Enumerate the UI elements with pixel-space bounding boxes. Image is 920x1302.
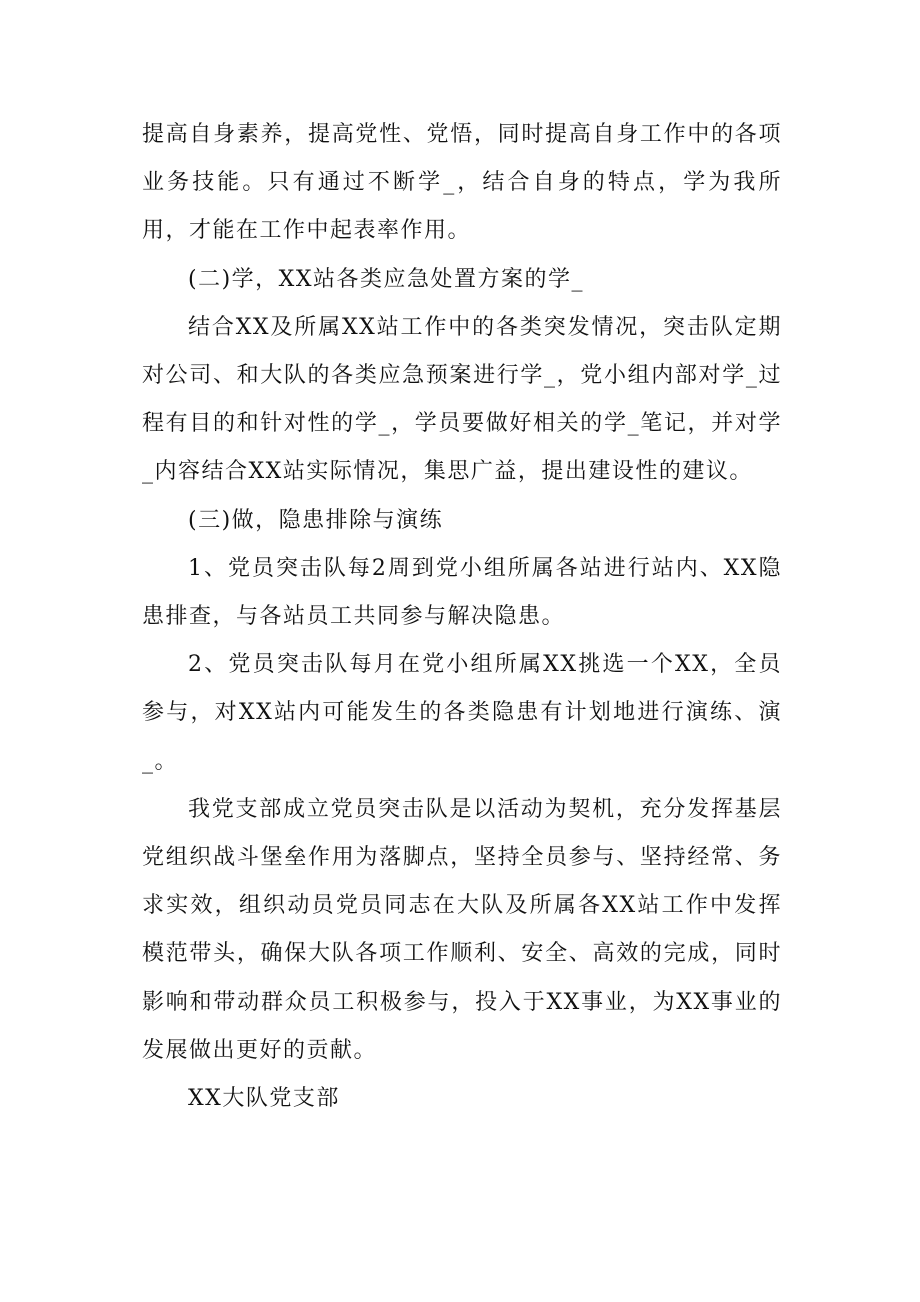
paragraph-hazard-inspection: 1、党员突击队每2周到党小组所属各站进行站内、XX隐患排查，与各站员工共同参与解决隐患。 [142,555,782,630]
section-heading-emergency-plans: (二)学，XX站各类应急处置方案的学_ [188,266,584,292]
document-body [142,111,782,1123]
paragraph-self-improvement: 提高自身素养，提高党性、党悟，同时提高自身工作中的各项业务技能。只有通过不断学_，结合自身的特点，学为我所用，才能在工作中起表率作用。 [142,122,782,244]
paragraph-monthly-drill: 2、党员突击队每月在党小组所属XX挑选一个XX，全员参与，对XX站内可能发生的各类隐患有计划地进行演练、演_。 [142,652,782,774]
paragraph-conclusion: 我党支部成立党员突击队是以活动为契机，充分发挥基层党组织战斗堡垒作用为落脚点，坚持全员参与、坚持经常、务求实效，组织动员党员同志在大队及所属各XX站工作中发挥模范带头，确保大队各项工作顺利、安全、高效的完成，同时影响和带动群众员工积极参与，投入于XX事业，为XX事业的发展做出更好的贡献。 [142,796,782,1063]
signature-party-branch: XX大队党支部 [188,1086,340,1112]
section-heading-hazard-drills: (三)做，隐患排除与演练 [188,507,444,533]
paragraph-emergency-study: 结合XX及所属XX站工作中的各类突发情况，突击队定期对公司、和大队的各类应急预案进行学_，党小组内部对学_过程有目的和针对性的学_，学员要做好相关的学_笔记，并对学_内容结合XX站实际情况，集思广益，提出建设性的建议。 [142,314,782,485]
